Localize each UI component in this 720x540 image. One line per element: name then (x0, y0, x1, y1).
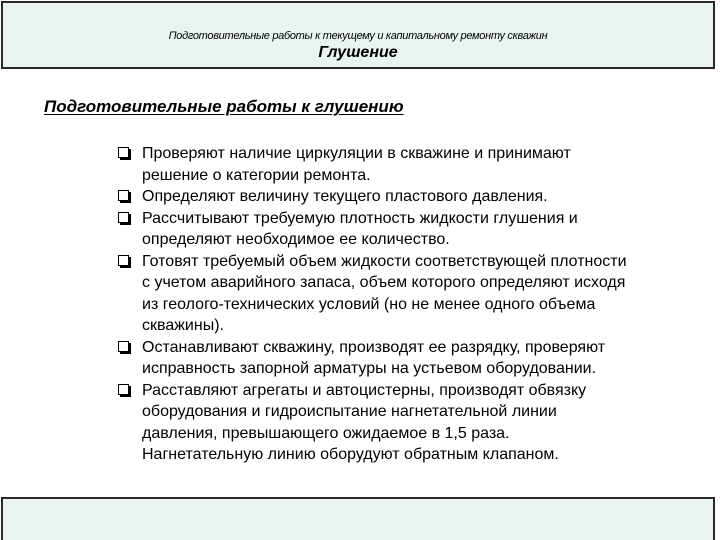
footer-panel (1, 497, 715, 540)
checkbox-bullet-icon (118, 212, 129, 223)
bullet-text: Определяют величину текущего пластового давления. (142, 188, 548, 205)
section-heading: Подготовительные работы к глушению (44, 97, 404, 116)
header-subtitle: Подготовительные работы к текущему и капитальному ремонту скважин (168, 30, 548, 42)
bullet-item (118, 143, 628, 186)
bullet-list (118, 143, 628, 466)
bullet-text: Проверяют наличие циркуляции в скважине и принимают решение о категории ремонта. (142, 145, 571, 184)
bullet-text: Расставляют агрегаты и автоцистерны, производят обвязку оборудования и гидроиспытание нагнетательной линии давления, превышающего ожидаемое в 1,5 раза. Нагнетательную линию оборудуют обратным клапаном. (142, 381, 587, 463)
bullet-text: Готовят требуемый объем жидкости соответствующей плотности с учетом аварийного запаса, объем которого определяют исходя из геолого-технических условий (но не менее одного объема скважины). (142, 252, 627, 334)
bullet-item (118, 186, 628, 208)
header-panel (1, 1, 715, 69)
bullet-item (118, 337, 628, 380)
bullet-item (118, 251, 628, 337)
checkbox-bullet-icon (118, 384, 129, 395)
bullet-text: Рассчитывают требуемую плотность жидкости глушения и определяют необходимое ее количество. (142, 209, 578, 248)
checkbox-bullet-icon (118, 147, 129, 158)
checkbox-bullet-icon (118, 190, 129, 201)
bullet-item (118, 208, 628, 251)
slide-title: Глушение (318, 44, 398, 61)
bullet-text: Останавливают скважину, производят ее разрядку, проверяют исправность запорной арматуры на устьевом оборудовании. (142, 338, 606, 377)
checkbox-bullet-icon (118, 255, 129, 266)
bullet-item (118, 380, 628, 466)
checkbox-bullet-icon (118, 341, 129, 352)
